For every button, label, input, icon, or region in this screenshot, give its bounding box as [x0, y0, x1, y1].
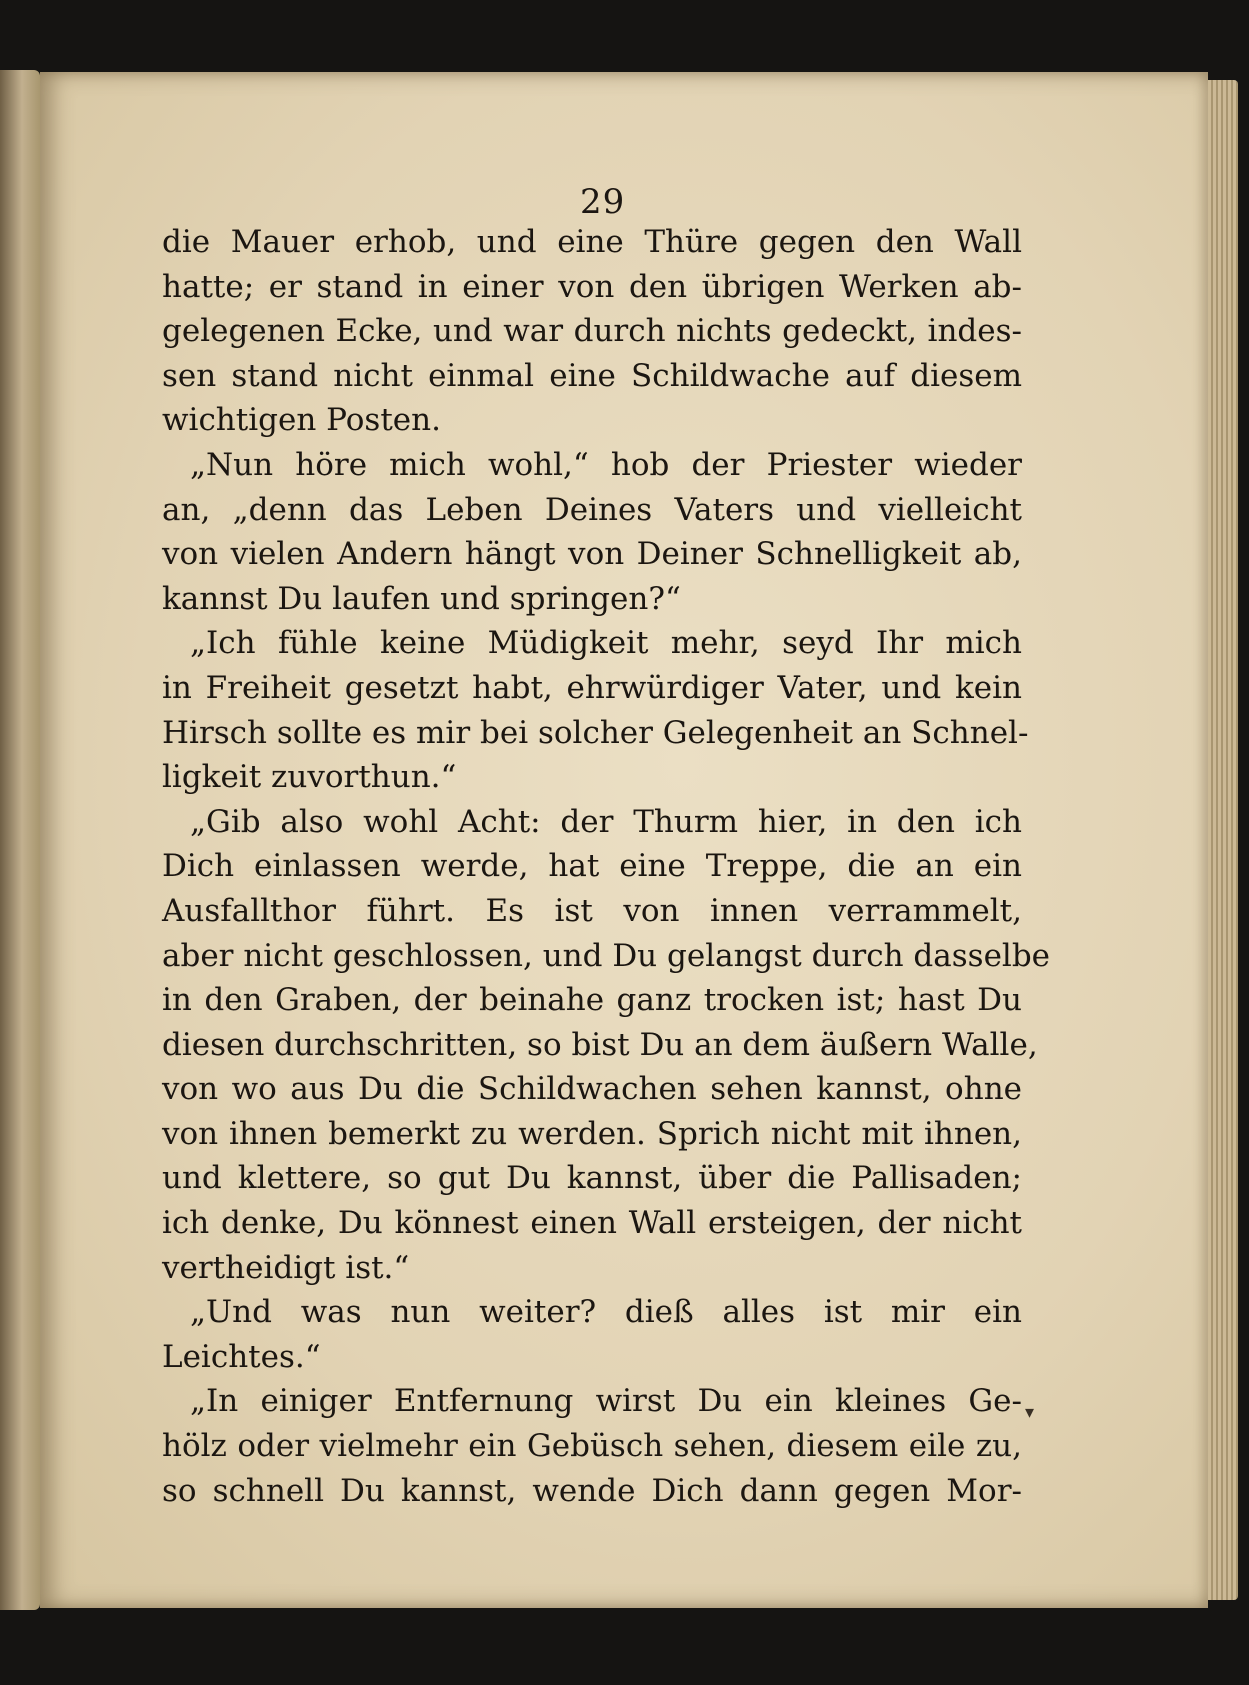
text-line: in Freiheit gesetzt habt, ehrwürdiger Vater, und kein: [162, 669, 1022, 706]
text-line: ligkeit zuvorthun.“: [162, 759, 457, 796]
text-line: von vielen Andern hängt von Deiner Schnelligkeit ab,: [162, 536, 1022, 573]
text-line: in den Graben, der beinahe ganz trocken ist; hast Du: [162, 982, 1022, 1019]
text-line: „Ich fühle keine Müdigkeit mehr, seyd Ihr mich: [190, 625, 1022, 662]
text-line: gelegenen Ecke, und war durch nichts gedeckt, indes-: [162, 313, 1022, 350]
text-line: von ihnen bemerkt zu werden. Sprich nicht mit ihnen,: [162, 1115, 1022, 1152]
text-line: so schnell Du kannst, wende Dich dann gegen Mor-: [162, 1472, 1022, 1509]
margin-mark-icon: ▾: [1025, 1402, 1035, 1423]
text-line: kannst Du laufen und springen?“: [162, 580, 681, 617]
text-line: und klettere, so gut Du kannst, über die Pallisaden;: [162, 1160, 1022, 1197]
text-line: aber nicht geschlossen, und Du gelangst durch dasselbe: [162, 937, 1051, 974]
page-stack-edge: [1208, 80, 1238, 1600]
text-line: Hirsch sollte es mir bei solcher Gelegenheit an Schnel-: [162, 714, 1029, 751]
text-line: Leichtes.“: [162, 1338, 321, 1375]
body-text: [162, 220, 1051, 1513]
text-line: Ausfallthor führt. Es ist von innen verrammelt,: [162, 892, 1022, 929]
text-line: die Mauer erhob, und eine Thüre gegen den Wall: [162, 224, 1022, 260]
text-line: diesen durchschritten, so bist Du an dem äußern Walle,: [162, 1026, 1038, 1063]
text-line: „In einiger Entfernung wirst Du ein kleines Ge-: [190, 1383, 1022, 1420]
text-line: sen stand nicht einmal eine Schildwache auf diesem: [162, 357, 1022, 394]
text-line: ich denke, Du könnest einen Wall ersteigen, der nicht: [162, 1205, 1022, 1242]
text-line: „Gib also wohl Acht: der Thurm hier, in den ich: [190, 803, 1022, 840]
text-line: hatte; er stand in einer von den übrigen Werken ab-: [162, 268, 1022, 305]
text-line: an, „denn das Leben Deines Vaters und vielleicht: [162, 491, 1022, 528]
text-line: von wo aus Du die Schildwachen sehen kannst, ohne: [162, 1071, 1022, 1108]
text-line: Dich einlassen werde, hat eine Treppe, die an ein: [162, 848, 1022, 885]
text-line: „Nun höre mich wohl,“ hob der Priester wieder: [190, 446, 1022, 483]
text-line: hölz oder vielmehr ein Gebüsch sehen, diesem eile zu,: [162, 1428, 1022, 1465]
text-line: vertheidigt ist.“: [162, 1249, 410, 1286]
facing-page-edge: [0, 70, 40, 1610]
text-line: wichtigen Posten.: [162, 402, 441, 439]
text-line: „Und was nun weiter? dieß alles ist mir ein: [190, 1294, 1022, 1331]
page-number: 29: [580, 182, 626, 222]
